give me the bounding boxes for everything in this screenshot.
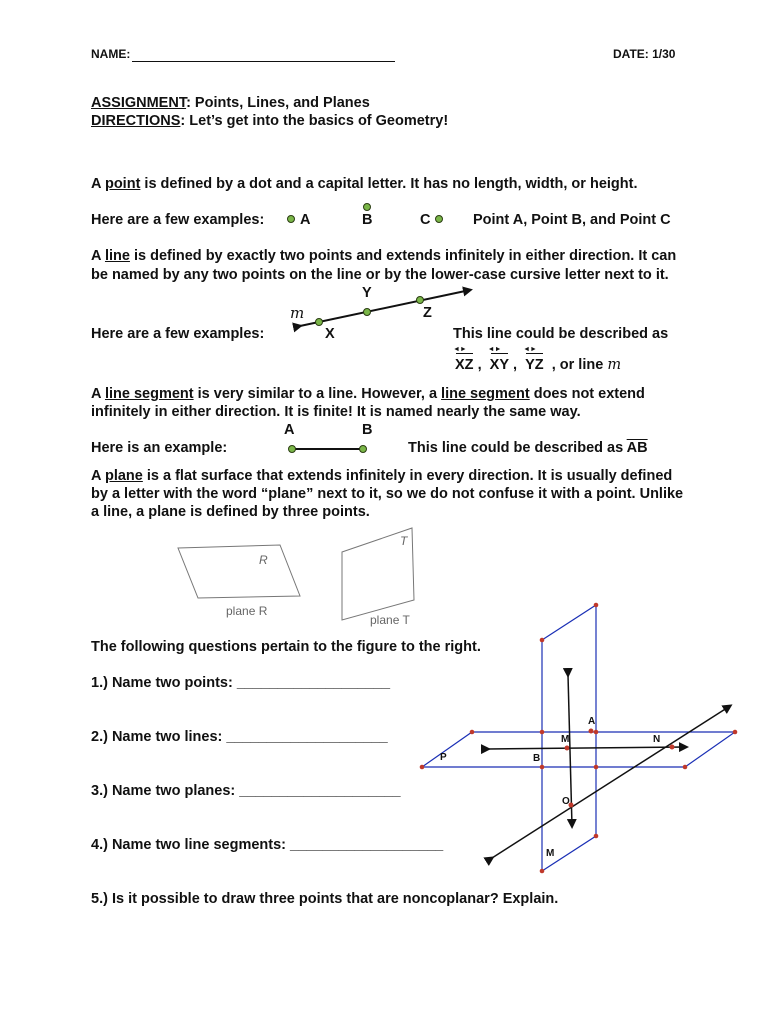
plane-t-caption: plane T: [370, 613, 410, 627]
plane-term: plane: [104, 468, 143, 484]
figure-label-n: N: [653, 734, 661, 745]
figure-label-o: O: [562, 796, 570, 807]
point-label-c: C: [420, 212, 431, 228]
line-point-y: [364, 309, 371, 316]
point-label-a: A: [300, 212, 311, 228]
vertex-m-top-left: [540, 638, 545, 643]
line-mn: [488, 747, 686, 749]
vertex-p-back-right: [733, 730, 738, 735]
line-label-y: Y: [362, 285, 372, 301]
point-label-b: B: [362, 212, 373, 228]
vertex-m-bottom-right: [594, 834, 599, 839]
plane-def-rest: is a flat surface that extends infinitely in every direction. It is usually defined by a letter with the word “plane” next to it, so we do not confuse it with a point. Unlike a line, a plane is defined by three points.: [91, 468, 684, 520]
plane-vertices: [420, 603, 738, 874]
plane-r-caption: plane R: [226, 604, 268, 618]
vertex-p-back-left: [470, 730, 475, 735]
or-line-text: , or line: [551, 357, 604, 373]
date-label: DATE: 1/30: [613, 47, 676, 61]
segment-label-a: A: [284, 422, 295, 438]
figure-label-b: B: [533, 753, 541, 764]
plane-r-letter: R: [259, 553, 268, 567]
segment-described-text: This line could be described as: [408, 440, 624, 456]
point-dot-a: [288, 216, 295, 223]
point-def-a: A: [91, 176, 101, 192]
figure-label-a: A: [588, 716, 596, 727]
question-4: 4.) Name two line segments: ___________________: [91, 837, 444, 853]
segment-example-label: Here is an example:: [91, 440, 228, 456]
line-def-a: A: [91, 248, 101, 264]
segment-label-b: B: [362, 422, 373, 438]
line-label-m: m: [290, 304, 305, 322]
questions-intro: The following questions pertain to the figure to the right.: [91, 639, 481, 655]
diagonal-line: [492, 706, 730, 858]
figure-label-m-plane: M: [546, 848, 555, 859]
question-1: 1.) Name two points: ___________________: [91, 675, 391, 691]
plane-r-shape: [178, 545, 300, 598]
vertex-intersect-2: [594, 730, 599, 735]
figure-label-m: M: [561, 734, 570, 745]
assignment-text: : Points, Lines, and Planes: [186, 95, 370, 111]
line-label-z: Z: [423, 305, 432, 321]
point-summary: Point A, Point B, and Point C: [473, 212, 671, 228]
plane-def-a: A: [91, 468, 101, 484]
vertex-p-front-right: [683, 765, 688, 770]
point-dot-b: [364, 204, 371, 211]
segment-name-ab: $\overline{AB}$: [626, 440, 648, 456]
seg-def-rest: does not extend infinitely in either direction. It is finite! It is named nearly the same way.: [91, 386, 645, 420]
line-point-z: [417, 297, 424, 304]
vertex-m-top-right: [594, 603, 599, 608]
segment-point-a: [289, 446, 296, 453]
seg-def-a: A: [91, 386, 101, 402]
name-label: NAME:: [91, 47, 131, 61]
assignment-word: ASSIGNMENT: [91, 95, 187, 111]
question-2: 2.) Name two lines: ____________________: [91, 729, 388, 745]
line-def-rest: is defined by exactly two points and extends infinitely in either direction. It can be named by any two points on the line or by the lower-case cursive letter next to it.: [91, 248, 677, 283]
line-term: line: [104, 248, 130, 264]
segment-term: line segment: [104, 386, 194, 402]
question-5: 5.) Is it possible to draw three points that are noncoplanar? Explain.: [91, 891, 559, 907]
line-examples-label: Here are a few examples:: [91, 326, 265, 342]
vertex-intersect-4: [594, 765, 599, 770]
seg-def-mid: is very similar to a line. However, a: [193, 386, 438, 402]
sep-1: ,: [477, 357, 482, 373]
point-term: point: [104, 176, 141, 192]
line-name-xz: XZ ◄►: [455, 353, 474, 373]
point-examples-label: Here are a few examples:: [91, 212, 265, 228]
directions-word: DIRECTIONS: [91, 113, 181, 129]
vertex-p-front-left: [420, 765, 425, 770]
line-described: This line could be described as: [453, 326, 669, 342]
figure-label-p: P: [440, 752, 447, 763]
vertex-intersect-3: [540, 765, 545, 770]
point-m: [565, 746, 570, 751]
line-name-xy: XY ◄►: [490, 353, 509, 373]
line-example: [300, 290, 470, 326]
line-name-m: m: [607, 357, 622, 373]
point-n: [670, 745, 675, 750]
vertex-intersect-1: [540, 730, 545, 735]
question-3: 3.) Name two planes: ____________________: [91, 783, 401, 799]
segment-point-b: [360, 446, 367, 453]
point-def-rest: is defined by a dot and a capital letter. It has no length, width, or height.: [140, 176, 638, 192]
line-name-yz: YZ ◄►: [525, 353, 544, 373]
point-dot-c: [436, 216, 443, 223]
plane-t-shape: [342, 528, 414, 620]
point-a-on-diagonal: [589, 729, 594, 734]
horizontal-plane-p: [422, 732, 735, 767]
segment-term-2: line segment: [441, 386, 530, 402]
directions-text: : Let’s get into the basics of Geometry!: [180, 113, 449, 129]
sep-2: ,: [513, 357, 518, 373]
line-label-x: X: [325, 326, 335, 342]
vertex-m-bottom-left: [540, 869, 545, 874]
plane-t-letter: T: [400, 534, 408, 548]
line-point-x: [316, 319, 323, 326]
